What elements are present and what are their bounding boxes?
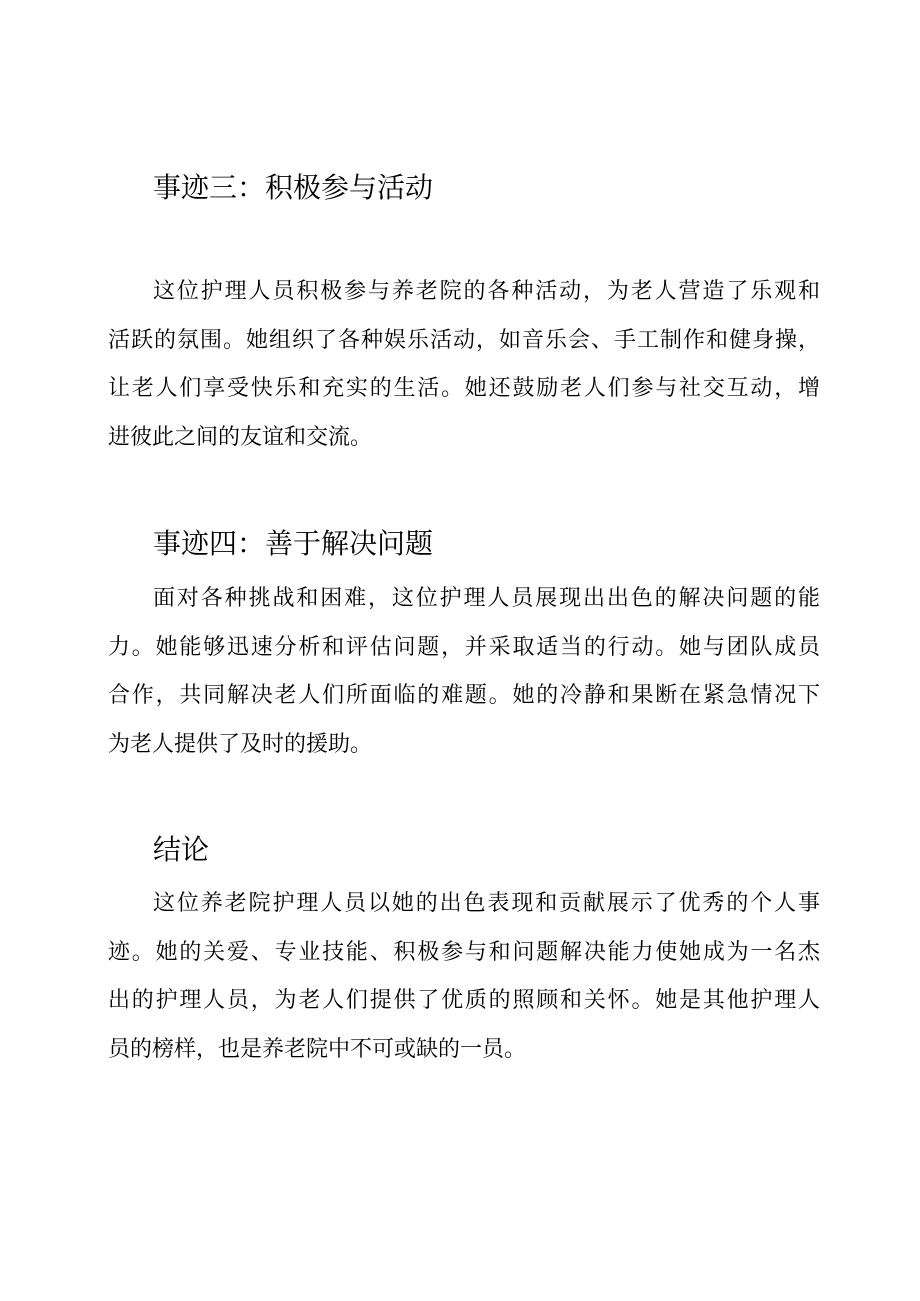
paragraph-line: 员的榜样，也是养老院中不可或缺的一员。: [108, 1036, 527, 1062]
paragraph-line: 活跃的氛围。她组织了各种娱乐活动，如音乐会、手工制作和健身操，: [108, 327, 820, 353]
section-heading-4: 事迹四：善于解决问题: [153, 527, 434, 560]
paragraph-line: 力。她能够迅速分析和评估问题，并采取适当的行动。她与团队成员: [108, 634, 820, 660]
paragraph-line: 面对各种挑战和困难，这位护理人员展现出出色的解决问题的能: [153, 586, 820, 611]
paragraph-line: 这位养老院护理人员以她的出色表现和贡献展示了优秀的个人事: [153, 891, 820, 916]
paragraph-line: 迹。她的关爱、专业技能、积极参与和问题解决能力使她成为一名杰: [108, 939, 820, 965]
paragraph-line: 出的护理人员，为老人们提供了优质的照顾和关怀。她是其他护理人: [108, 988, 820, 1013]
paragraph-line: 这位护理人员积极参与养老院的各种活动，为老人营造了乐观和: [153, 279, 820, 304]
paragraph-line: 进彼此之间的友谊和交流。: [108, 424, 373, 450]
section-heading-3: 事迹三：积极参与活动: [153, 171, 434, 204]
paragraph-line: 合作，共同解决老人们所面临的难题。她的冷静和果断在紧急情况下: [108, 683, 820, 708]
paragraph-line: 让老人们享受快乐和充实的生活。她还鼓励老人们参与社交互动，增: [108, 376, 820, 401]
conclusion-paragraph: [108, 880, 820, 1074]
paragraph-line: 为老人提供了及时的援助。: [108, 731, 373, 757]
section-paragraph-3: [108, 268, 820, 462]
section-paragraph-4: [108, 575, 820, 769]
conclusion-heading: 结论: [153, 833, 210, 866]
